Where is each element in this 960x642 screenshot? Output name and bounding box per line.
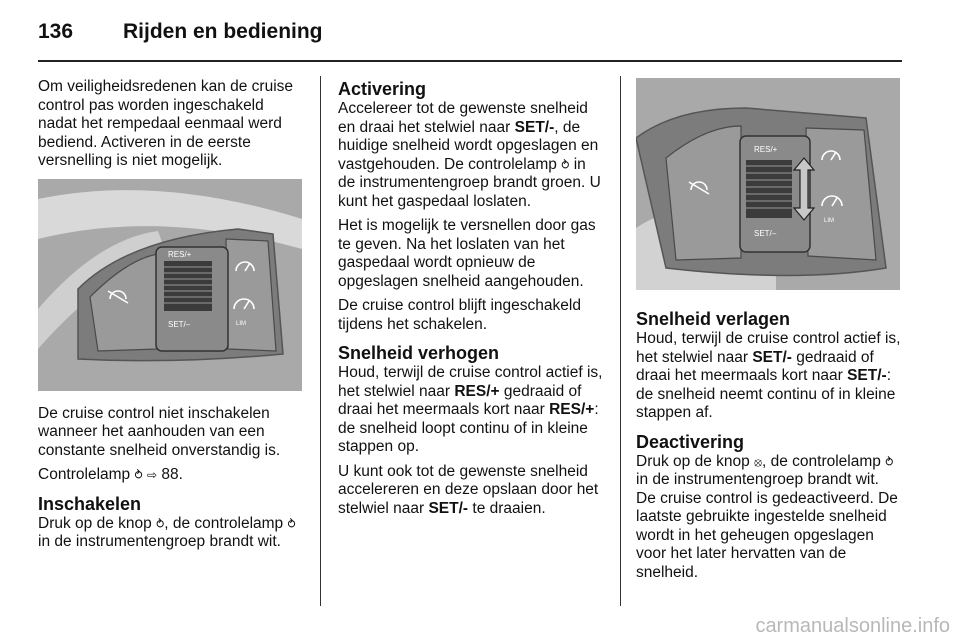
- heading-activering: Activering: [338, 79, 427, 99]
- thumbwheel-figure: [636, 78, 900, 290]
- inschakelen-paragraph: Druk op de knop ⥁, de controlelamp ⥁ in de instrumentengroep brandt wit.: [38, 514, 296, 550]
- warning-paragraph: De cruise control niet inschakelen wanneer het aanhouden van een constante snelheid onverstandig is.: [38, 404, 281, 459]
- verhogen-paragraph-1: Houd, terwijl de cruise control actief is, het stelwiel naar RES/+ gedraaid of draai het meermaals kort naar RES/+: de snelheid loopt continu of in kleine stappen op.: [338, 364, 603, 455]
- activering-paragraph-2: Het is mogelijk te versnellen door gas te geven. Na het loslaten van het gaspedaal wordt opnieuw de opgeslagen snelheid aangehouden.: [338, 217, 596, 290]
- res-label: RES/+: [168, 249, 192, 259]
- res-label: RES/+: [754, 145, 778, 154]
- page-number: 136: [38, 20, 74, 43]
- page-title: Rijden en bediening: [123, 20, 323, 43]
- heading-snelheid-verhogen: Snelheid verhogen: [338, 343, 500, 363]
- heading-deactivering: Deactivering: [636, 431, 745, 452]
- page-header: [38, 20, 922, 46]
- column-3: [636, 78, 902, 588]
- column-2: [338, 78, 604, 524]
- column-divider-1: [320, 76, 321, 606]
- deactivering-paragraph: Druk op de knop ⦻, de controlelamp ⥁ in de instrumentengroep brandt wit. De cruise control is gedeactiveerd. De laatste gebruikte ingestelde snelheid wordt in het geheugen opgeslagen voor het later hervatten van de snelheid.: [636, 452, 898, 581]
- column-1: [38, 78, 306, 558]
- verhogen-paragraph-2: U kunt ook tot de gewenste snelheid accelereren en deze opslaan door het stelwiel naar SET/- te draaien.: [338, 462, 599, 517]
- arrow-icon: ⇨: [147, 468, 158, 482]
- heading-inschakelen: Inschakelen: [38, 493, 142, 514]
- cruise-icon: ⥁: [885, 454, 894, 469]
- intro-paragraph: Om veiligheidsredenen kan de cruise control pas worden ingeschakeld nadat het rempedaal eenmaal werd bediend. Activeren in de eerste versnelling is niet mogelijk.: [38, 78, 294, 169]
- column-divider-2: [620, 76, 621, 606]
- activering-paragraph-1: Accelereer tot de gewenste snelheid en draai het stelwiel naar SET/-, de huidige snelheid wordt opgeslagen en vastgehouden. De controlelamp ⥁ in de instrumentengroep brandt groen. U kunt het gaspedaal loslaten.: [338, 100, 601, 210]
- header-rule: [38, 60, 902, 62]
- cancel-icon: ⦻: [754, 454, 762, 469]
- steering-wheel-controls-figure: [38, 179, 302, 391]
- lamp-reference: Controlelamp ⥁ ⇨ 88.: [38, 466, 183, 483]
- set-label: SET/–: [754, 229, 777, 238]
- lim-label: LIM: [236, 320, 247, 327]
- verlagen-paragraph: Houd, terwijl de cruise control actief is, het stelwiel naar SET/- gedraaid of draai het meermaals kort naar SET/-: de snelheid neemt continu of in kleine stappen af.: [636, 330, 901, 421]
- cruise-icon: ⥁: [156, 516, 165, 531]
- activering-paragraph-3: De cruise control blijft ingeschakeld tijdens het schakelen.: [338, 297, 581, 333]
- cruise-icon: ⥁: [561, 157, 570, 172]
- lim-label: LIM: [824, 218, 835, 224]
- set-label: SET/–: [168, 319, 191, 329]
- cruise-icon: ⥁: [134, 468, 143, 482]
- cruise-icon: ⥁: [287, 516, 296, 531]
- watermark: carmanualsonline.info: [755, 615, 950, 637]
- heading-snelheid-verlagen: Snelheid verlagen: [636, 309, 791, 329]
